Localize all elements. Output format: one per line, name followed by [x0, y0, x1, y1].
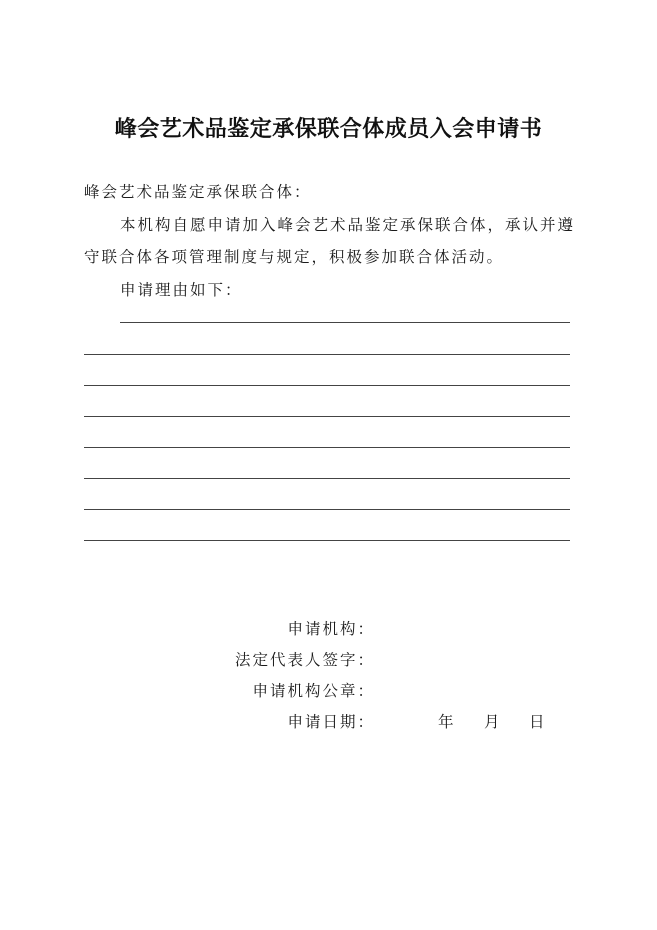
- date-day-unit: 日: [529, 713, 545, 731]
- salutation: 峰会艺术品鉴定承保联合体：: [84, 183, 312, 201]
- date-month-unit: 月: [484, 713, 500, 731]
- applicant-org-label: 申请机构：: [287, 620, 375, 638]
- body-paragraph-line-2: 守联合体各项管理制度与规定，积极参加联合体活动。: [84, 248, 505, 266]
- date-year-unit: 年: [438, 713, 454, 731]
- reason-blank-line-3[interactable]: [84, 385, 570, 386]
- body-paragraph-line-1: 本机构自愿申请加入峰会艺术品鉴定承保联合体，承认并遵: [120, 216, 576, 234]
- legal-rep-signature-label: 法定代表人签字：: [234, 651, 375, 669]
- reason-blank-line-4[interactable]: [84, 416, 570, 417]
- org-seal-label: 申请机构公章：: [252, 682, 375, 700]
- application-date-label: 申请日期：: [287, 713, 375, 731]
- reason-blank-line-1[interactable]: [120, 322, 570, 323]
- reason-blank-line-7[interactable]: [84, 509, 570, 510]
- reason-blank-line-8[interactable]: [84, 540, 570, 541]
- reason-blank-line-2[interactable]: [84, 354, 570, 355]
- document-title: 峰会艺术品鉴定承保联合体成员入会申请书: [114, 117, 543, 142]
- reason-blank-line-5[interactable]: [84, 447, 570, 448]
- reason-label: 申请理由如下：: [120, 281, 243, 299]
- reason-blank-line-6[interactable]: [84, 478, 570, 479]
